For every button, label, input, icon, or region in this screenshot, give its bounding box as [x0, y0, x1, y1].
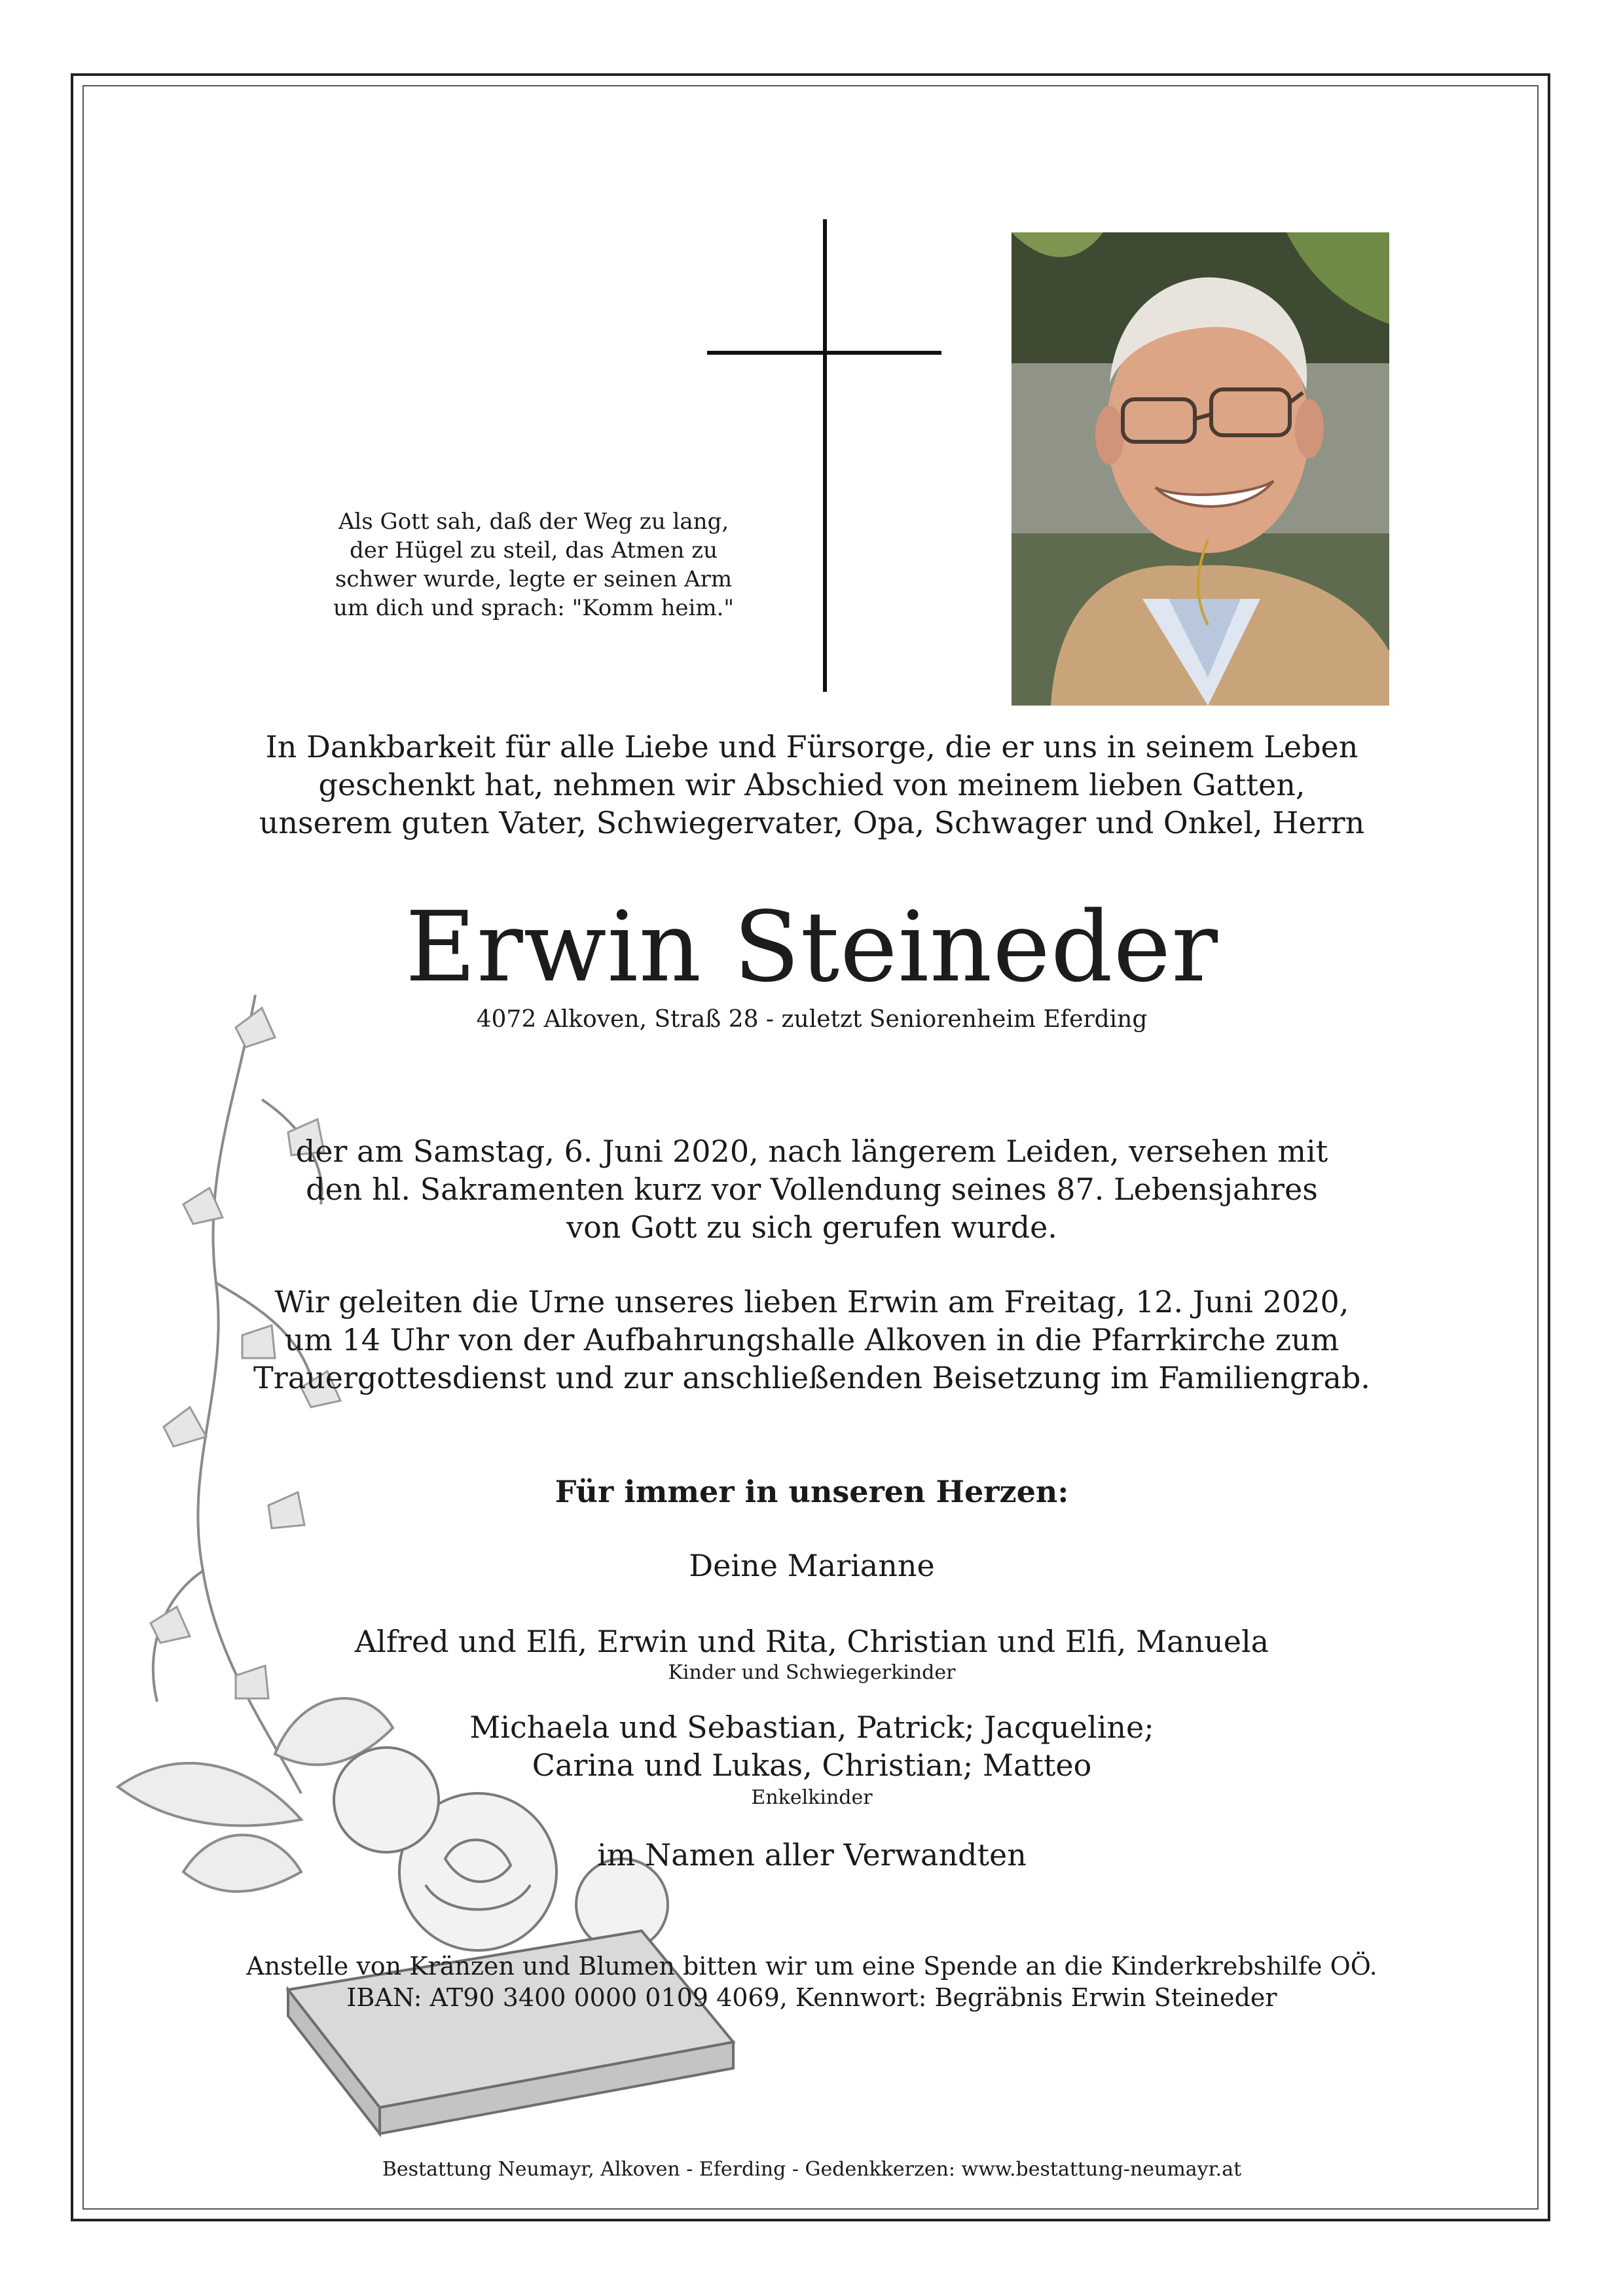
quote-line: um dich und sprach: "Komm heim."	[333, 595, 735, 621]
funeral-line: um 14 Uhr von der Aufbahrungshalle Alkoven in die Pfarrkirche zum	[284, 1322, 1340, 1357]
intro-text	[131, 728, 1493, 842]
mourner-relatives: im Namen aller Verwandten	[597, 1837, 1027, 1873]
intro-line: In Dankbarkeit für alle Liebe und Fürsorge, die er uns in seinem Leben	[265, 729, 1359, 764]
deceased-name: Erwin Steineder	[405, 891, 1218, 1003]
grandchildren-label: Enkelkinder	[751, 1786, 873, 1809]
memorial-quote	[314, 507, 753, 622]
cross-icon	[823, 219, 827, 692]
mourner-grandchildren: Michaela und Sebastian, Patrick; Jacqueline;	[469, 1710, 1154, 1745]
portrait-photo	[1012, 232, 1389, 706]
mourner-spouse: Deine Marianne	[689, 1548, 935, 1583]
children-label: Kinder und Schwiegerkinder	[668, 1661, 956, 1684]
death-notice	[131, 1132, 1493, 1246]
mourners-motto: Für immer in unseren Herzen:	[555, 1474, 1069, 1509]
donation-iban: IBAN: AT90 3400 0000 0109 4069, Kennwort: Begräbnis Erwin Steineder	[346, 1983, 1277, 2012]
funeral-notice	[131, 1283, 1493, 1397]
intro-line: unserem guten Vater, Schwiegervater, Opa, Schwager und Onkel, Herrn	[259, 805, 1365, 840]
deceased-address: 4072 Alkoven, Straß 28 - zuletzt Seniorenheim Eferding	[476, 1006, 1148, 1033]
intro-line: geschenkt hat, nehmen wir Abschied von meinem lieben Gatten,	[318, 767, 1305, 802]
death-line: von Gott zu sich gerufen wurde.	[566, 1210, 1057, 1245]
quote-line: schwer wurde, legte er seinen Arm	[335, 566, 733, 592]
mourner-grandchildren: Carina und Lukas, Christian; Matteo	[532, 1748, 1092, 1783]
death-line: den hl. Sakramenten kurz vor Vollendung seines 87. Lebensjahres	[306, 1172, 1318, 1207]
footer-undertaker: Bestattung Neumayr, Alkoven - Eferding - Gedenkkerzen: www.bestattung-neumayr.at	[382, 2158, 1242, 2181]
donation-request: Anstelle von Kränzen und Blumen bitten wir um eine Spende an die Kinderkrebshilfe OÖ.	[246, 1952, 1377, 1981]
death-line: der am Samstag, 6. Juni 2020, nach längerem Leiden, versehen mit	[295, 1134, 1328, 1169]
funeral-line: Trauergottesdienst und zur anschließenden Beisetzung im Familiengrab.	[253, 1360, 1370, 1395]
quote-line: der Hügel zu steil, das Atmen zu	[349, 537, 718, 564]
funeral-line: Wir geleiten die Urne unseres lieben Erwin am Freitag, 12. Juni 2020,	[274, 1284, 1349, 1319]
cross-bar	[707, 351, 941, 355]
quote-line: Als Gott sah, daß der Weg zu lang,	[338, 509, 729, 535]
mourner-children: Alfred und Elfi, Erwin und Rita, Christian und Elfi, Manuela	[354, 1624, 1269, 1659]
